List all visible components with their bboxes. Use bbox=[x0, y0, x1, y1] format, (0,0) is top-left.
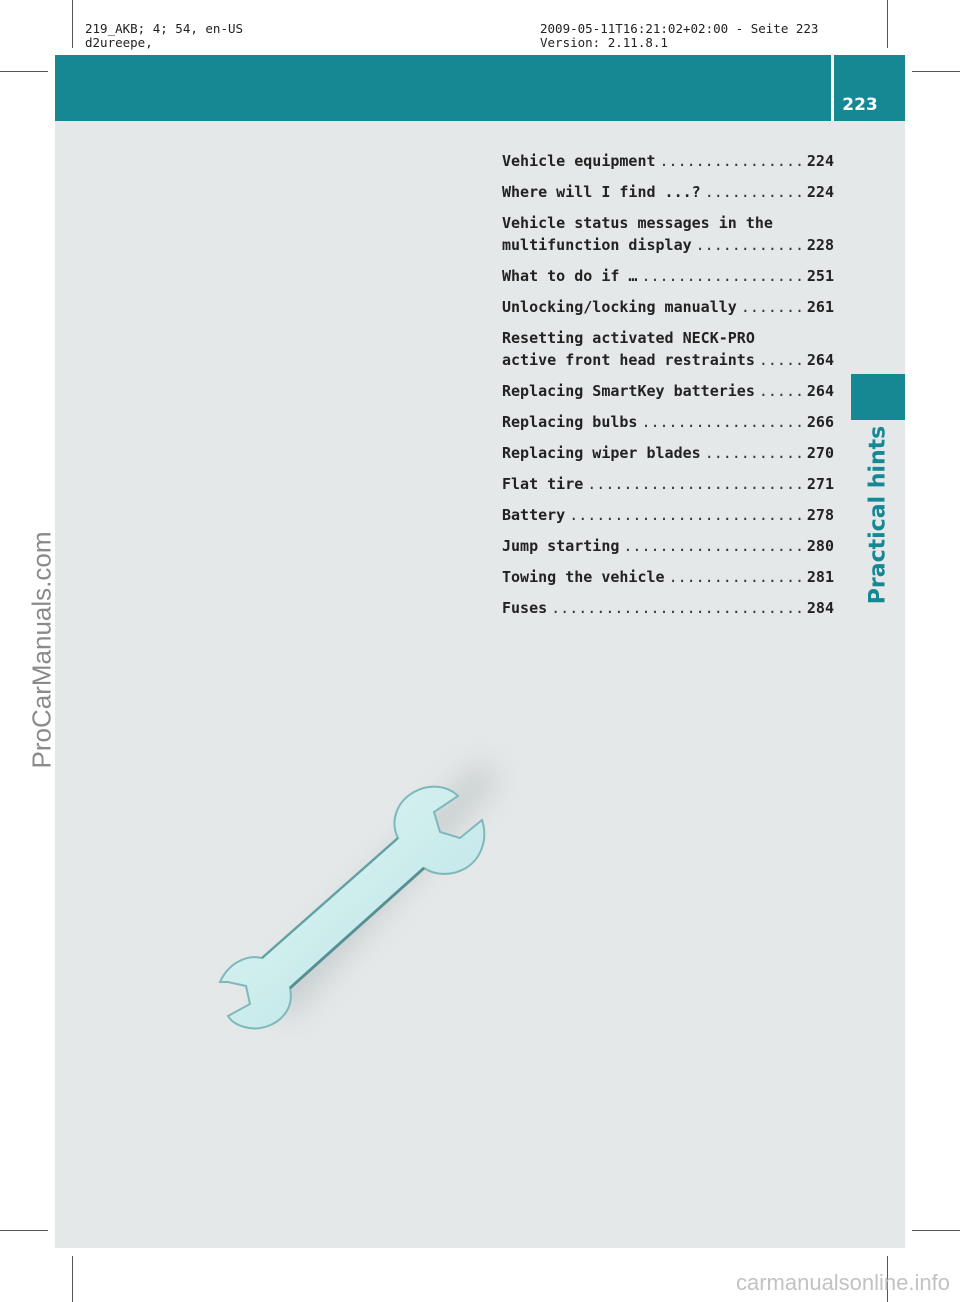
print-meta-line: 2009-05-11T16:21:02+02:00 - Seite 223 bbox=[540, 21, 819, 36]
crop-mark bbox=[912, 1230, 960, 1231]
toc-entry[interactable] bbox=[502, 152, 834, 174]
toc-entry-title: Vehicle status messages in the bbox=[502, 214, 773, 232]
toc-entry[interactable] bbox=[502, 568, 834, 590]
toc-page-number: 224 bbox=[806, 183, 834, 201]
toc-leader-dots bbox=[551, 599, 805, 617]
toc-entry-line bbox=[502, 475, 834, 497]
toc-entry-title: Replacing wiper blades bbox=[502, 444, 701, 462]
toc-entry-title: Resetting activated NECK-PRO bbox=[502, 329, 755, 347]
crop-mark bbox=[912, 71, 960, 72]
toc-entry-line bbox=[502, 214, 834, 236]
crop-mark bbox=[72, 1256, 73, 1302]
chapter-tab-label bbox=[850, 425, 906, 605]
crop-mark bbox=[72, 0, 73, 48]
toc-leader-dots bbox=[641, 267, 804, 285]
footer-watermark: carmanualsonline.info bbox=[735, 1270, 950, 1295]
toc-entry[interactable] bbox=[502, 599, 834, 621]
toc-leader-dots bbox=[741, 298, 805, 316]
chapter-tab-text: Practical hints bbox=[865, 425, 891, 605]
toc-entry-title: Towing the vehicle bbox=[502, 568, 665, 586]
toc-page-number: 280 bbox=[806, 537, 834, 555]
crop-mark bbox=[887, 0, 888, 48]
toc-leader-dots bbox=[759, 351, 805, 369]
toc-entry[interactable] bbox=[502, 298, 834, 320]
toc-entry-line bbox=[502, 351, 834, 373]
toc-entry[interactable] bbox=[502, 506, 834, 528]
toc-entry-line bbox=[502, 267, 834, 289]
toc-entry-line bbox=[502, 568, 834, 590]
header-band bbox=[55, 55, 905, 121]
toc-entry[interactable] bbox=[502, 329, 834, 373]
toc-entry[interactable] bbox=[502, 267, 834, 289]
print-meta-left bbox=[85, 22, 243, 50]
toc-leader-dots bbox=[696, 236, 805, 254]
crop-mark bbox=[0, 1230, 48, 1231]
toc-entry[interactable] bbox=[502, 382, 834, 404]
table-of-contents bbox=[502, 152, 834, 630]
toc-entry[interactable] bbox=[502, 475, 834, 497]
toc-page-number: 271 bbox=[806, 475, 834, 493]
toc-page-number: 284 bbox=[806, 599, 834, 617]
toc-page-number: 224 bbox=[806, 152, 834, 170]
toc-entry-line bbox=[502, 236, 834, 258]
toc-entry[interactable] bbox=[502, 413, 834, 435]
toc-entry-line bbox=[502, 444, 834, 466]
toc-page-number: 264 bbox=[806, 382, 834, 400]
toc-entry-line bbox=[502, 413, 834, 435]
toc-leader-dots bbox=[587, 475, 805, 493]
toc-page-number: 264 bbox=[806, 351, 834, 369]
page-number: 223 bbox=[842, 95, 878, 115]
toc-entry-line bbox=[502, 599, 834, 621]
toc-entry-line bbox=[502, 506, 834, 528]
chapter-tab-marker bbox=[851, 374, 905, 420]
toc-page-number: 278 bbox=[806, 506, 834, 524]
toc-entry-line bbox=[502, 537, 834, 559]
toc-entry-title: Where will I find ...? bbox=[502, 183, 701, 201]
print-meta-line: d2ureepe, bbox=[85, 35, 153, 50]
toc-entry-title: Vehicle equipment bbox=[502, 152, 656, 170]
toc-entry-line bbox=[502, 382, 834, 404]
print-meta-line: Version: 2.11.8.1 bbox=[540, 35, 668, 50]
toc-entry-title: Flat tire bbox=[502, 475, 584, 493]
print-meta-line: 219_AKB; 4; 54, en-US bbox=[85, 21, 244, 36]
toc-entry-title: What to do if … bbox=[502, 267, 638, 285]
side-watermark-text: ProCarManuals.com bbox=[26, 531, 57, 769]
toc-entry-line bbox=[502, 298, 834, 320]
toc-page-number: 251 bbox=[806, 267, 834, 285]
toc-leader-dots bbox=[705, 444, 805, 462]
toc-entry-title: Jump starting bbox=[502, 537, 620, 555]
toc-entry[interactable] bbox=[502, 444, 834, 466]
toc-entry-title: Unlocking/locking manually bbox=[502, 298, 737, 316]
wrench-icon bbox=[150, 720, 550, 1060]
toc-entry-title: Replacing bulbs bbox=[502, 413, 638, 431]
toc-entry-title: multifunction display bbox=[502, 236, 692, 254]
toc-page-number: 228 bbox=[806, 236, 834, 254]
toc-entry-line bbox=[502, 152, 834, 174]
toc-leader-dots bbox=[660, 152, 805, 170]
crop-mark bbox=[0, 71, 48, 72]
toc-leader-dots bbox=[705, 183, 805, 201]
toc-leader-dots bbox=[759, 382, 805, 400]
toc-entry-title: Replacing SmartKey batteries bbox=[502, 382, 755, 400]
toc-entry-line bbox=[502, 329, 834, 351]
toc-leader-dots bbox=[669, 568, 805, 586]
toc-leader-dots bbox=[641, 413, 804, 431]
toc-page-number: 270 bbox=[806, 444, 834, 462]
toc-entry[interactable] bbox=[502, 183, 834, 205]
toc-page-number: 281 bbox=[806, 568, 834, 586]
toc-leader-dots bbox=[569, 506, 805, 524]
toc-entry[interactable] bbox=[502, 214, 834, 258]
toc-page-number: 261 bbox=[806, 298, 834, 316]
toc-leader-dots bbox=[623, 537, 805, 555]
toc-entry-title: active front head restraints bbox=[502, 351, 755, 369]
side-watermark bbox=[0, 480, 84, 820]
toc-page-number: 266 bbox=[806, 413, 834, 431]
toc-entry-title: Battery bbox=[502, 506, 566, 524]
toc-entry-line bbox=[502, 183, 834, 205]
toc-entry-title: Fuses bbox=[502, 599, 548, 617]
print-meta-right bbox=[540, 22, 818, 50]
toc-entry[interactable] bbox=[502, 537, 834, 559]
